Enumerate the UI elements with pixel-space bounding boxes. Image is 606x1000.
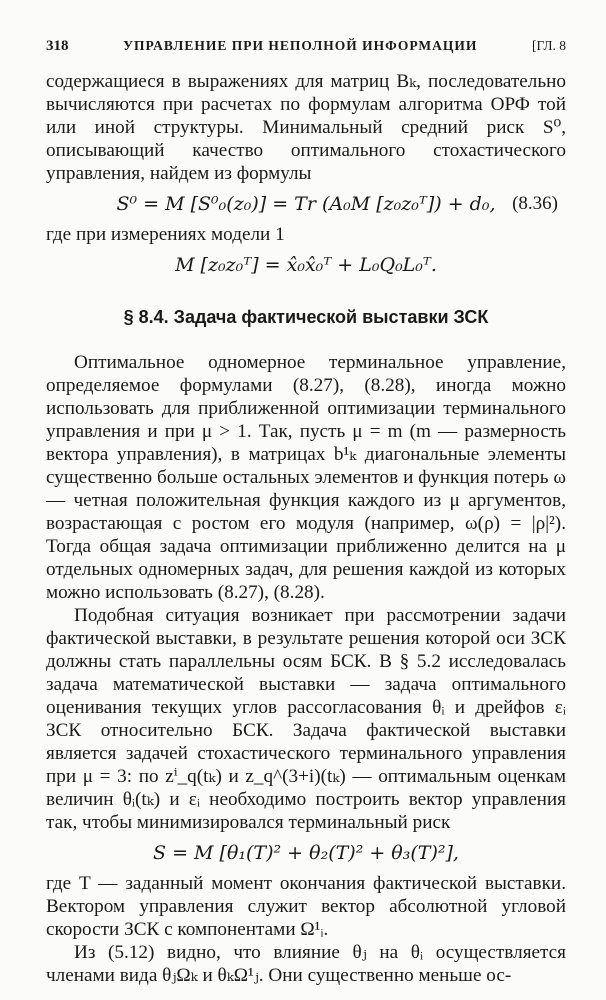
running-title: УПРАВЛЕНИЕ ПРИ НЕПОЛНОЙ ИНФОРМАЦИИ <box>123 38 478 53</box>
equation-3-text: S = M [θ₁(T)² + θ₂(T)² + θ₃(T)²], <box>153 842 459 864</box>
equation-1-text: S⁰ = M [S⁰₀(z₀)] = Tr (A₀M [z₀z₀ᵀ]) + d₀, <box>116 193 496 215</box>
paragraph-5: где T — заданный момент окончания фактической выставки. Вектором управления служит вектор абсолютной угловой скорости ЗСК с компонентами Ω¹ᵢ. <box>46 873 566 940</box>
equation-2-text: M [z₀z₀ᵀ] = x̂₀x̂₀ᵀ + L₀Q₀L₀ᵀ. <box>175 254 437 276</box>
equation-2 <box>46 250 566 280</box>
paragraph-1: содержащиеся в выражениях для матриц Bₖ, последовательно вычисляются при расчетах по формулам алгоритма ОРФ той или иной структуры. Минимальный средний риск S⁰, описывающий качество оптимального стохастического управления, найдем из формулы <box>46 71 566 184</box>
equation-3 <box>46 838 566 868</box>
paragraph-6: Из (5.12) видно, что влияние θⱼ на θᵢ осуществляется членами вида θⱼΩₖ и θₖΩ¹ⱼ. Они существенно меньше ос- <box>46 942 566 986</box>
equation-number: (8.36) <box>512 193 558 214</box>
page-header <box>46 38 566 62</box>
page-number: 318 <box>46 38 69 54</box>
equation-8-36 <box>46 189 566 219</box>
paragraph-3: Оптимальное одномерное терминальное управление, определяемое формулами (8.27), (8.28), иногда можно использовать для приближенной оптимизации терминального управления и при μ > 1. Так, пусть μ = m (m — размерность вектора управления), в матрицах b¹ₖ диагональные элементы существенно больше остальных элементов и функция потерь ω — четная положительная функция каждого из μ аргументов, возрастающая с ростом его модуля (например, ω(ρ) = |ρ|²). Тогда общая задача оптимизации приближенно делится на μ отдельных одномерных задач, для решения каждой из которых можно использовать (8.27), (8.28). <box>46 352 566 603</box>
paragraph-4: Подобная ситуация возникает при рассмотрении задачи фактической выставки, в результате решения которой оси ЗСК должны стать параллельны осям БСК. В § 5.2 исследовалась задача математической выставки — задача оптимального оценивания текущих углов рассогласования θᵢ и дрейфов εᵢ ЗСК относительно БСК. Задача фактической выставки является задачей стохастического терминального управления при μ = 3: по zⁱ_q(tₖ) и z_q^(3+i)(tₖ) — оптимальным оценкам величин θᵢ(tₖ) и εᵢ необходимо построить вектор управления так, чтобы минимизировался терминальный риск <box>46 605 566 833</box>
paragraph-2: где при измерениях модели 1 <box>46 224 285 245</box>
page-body <box>46 70 566 987</box>
section-title: § 8.4. Задача фактической выставки ЗСК <box>123 307 489 327</box>
chapter-label: [ГЛ. 8 <box>532 38 566 53</box>
